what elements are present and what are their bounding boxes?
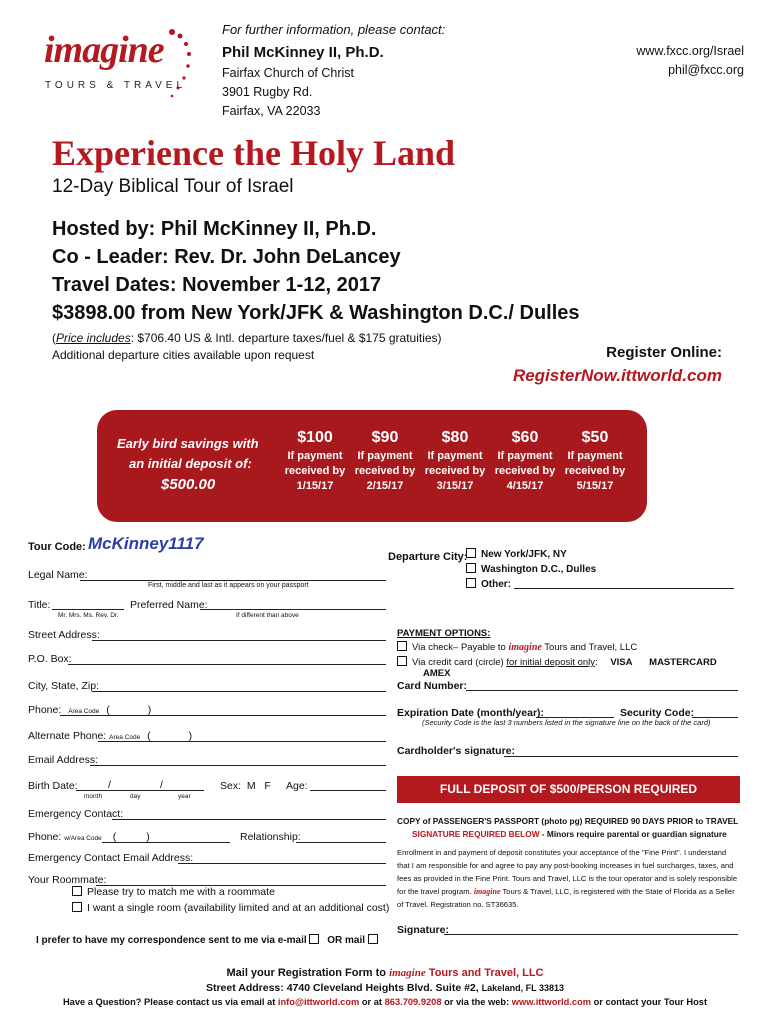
alt-phone-label: Alternate Phone: Area Code ( ) (28, 730, 193, 742)
logo-word: imagine (44, 29, 164, 71)
email-checkbox[interactable] (309, 934, 319, 944)
expiration-label: Expiration Date (month/year): (397, 707, 545, 719)
passport-note: COPY of PASSENGER'S PASSPORT (photo pg) REQUIRED 90 DAYS PRIOR to TRAVEL (397, 816, 739, 826)
contact-email[interactable]: phil@fxcc.org (668, 63, 744, 77)
street-label: Street Address: (28, 629, 100, 641)
tier-amount: $50 (581, 429, 609, 446)
relationship-label: Relationship: (240, 831, 301, 843)
alt-phone-field[interactable] (98, 741, 386, 742)
payment-check[interactable]: Via check– Payable to imagine Tours and Travel, LLC (397, 641, 637, 653)
city-label: City, State, Zip: (28, 680, 99, 692)
tier-text: received by (424, 465, 486, 477)
tier (350, 430, 420, 494)
page-subtitle: 12-Day Biblical Tour of Israel (52, 176, 294, 197)
emergency-email-label: Emergency Contact Email Address: (28, 852, 194, 864)
tier-date: 1/15/17 (296, 480, 334, 492)
hosted-by: Hosted by: Phil McKinney II, Ph.D. (52, 218, 377, 240)
tier-date: 2/15/17 (366, 480, 404, 492)
footer-mail: Mail your Registration Form to imagine Tours and Travel, LLC (226, 967, 544, 979)
additional-cities: Additional departure cities available upon request (52, 348, 315, 362)
checkbox[interactable] (72, 902, 82, 912)
early-bird-line2: an initial deposit of: (129, 456, 252, 471)
contact-address2: Fairfax, VA 22033 (222, 104, 321, 118)
tier (490, 430, 560, 494)
signature-required: SIGNATURE REQUIRED BELOW - Minors require parental or guardian signature (412, 829, 727, 839)
departure-option-other[interactable]: Other: (466, 578, 511, 590)
payment-options-title: PAYMENT OPTIONS: (397, 628, 491, 639)
tier (560, 430, 630, 494)
mastercard-option[interactable]: MASTERCARD (649, 657, 717, 668)
early-bird-box (97, 410, 647, 522)
preferred-name-field[interactable] (200, 609, 386, 610)
roommate-label: Your Roommate: (28, 874, 107, 886)
checkbox[interactable] (397, 656, 407, 666)
pobox-field[interactable] (68, 664, 386, 665)
birth-month-hint: month (84, 793, 103, 800)
company-logo (40, 24, 190, 104)
tier-amount: $100 (297, 429, 333, 446)
departure-label: Departure City: (388, 551, 468, 563)
signature-field[interactable] (444, 934, 738, 935)
legal-name-field[interactable] (80, 580, 386, 581)
city-field[interactable] (92, 691, 386, 692)
register-link[interactable]: RegisterNow.ittworld.com (512, 366, 722, 385)
early-bird-line1: Early bird savings with (117, 436, 259, 451)
mail-checkbox[interactable] (368, 934, 378, 944)
tier-date: 3/15/17 (436, 480, 474, 492)
pobox-label: P.O. Box: (28, 653, 72, 665)
age-field[interactable] (310, 790, 386, 791)
title-field[interactable] (52, 609, 124, 610)
checkbox[interactable] (466, 578, 476, 588)
tier-text: received by (354, 465, 416, 477)
visa-option[interactable]: VISA (610, 657, 633, 668)
imagine-logo-inline: imagine (473, 887, 501, 896)
email-label: Email Address: (28, 754, 99, 766)
footer-phone[interactable]: 863.709.9208 (384, 997, 442, 1007)
footer-address: Street Address: 4740 Cleveland Heights Blvd. Suite #2, Lakeland, FL 33813 (205, 982, 565, 994)
tour-code-value: McKinney1117 (88, 534, 204, 553)
birth-day-hint: day (130, 793, 141, 800)
age-label: Age: (286, 780, 308, 792)
contact-web[interactable]: www.fxcc.org/Israel (636, 44, 744, 58)
tier-text: If payment (427, 450, 483, 462)
birth-slash-2: / (160, 779, 163, 791)
contact-address1: 3901 Rugby Rd. (222, 85, 313, 99)
phone-label: Phone: Area Code ( ) (28, 704, 152, 716)
preferred-name-label: Preferred Name: (130, 599, 208, 611)
co-leader: Co - Leader: Rev. Dr. John DeLancey (52, 246, 401, 268)
deposit-banner: FULL DEPOSIT OF $500/PERSON REQUIRED (397, 776, 740, 803)
tier (280, 430, 350, 494)
birth-label: Birth Date: (28, 780, 78, 792)
birth-field[interactable] (76, 790, 204, 791)
page-title: Experience the Holy Land (52, 133, 455, 173)
logo-subtitle: TOURS & TRAVEL (45, 80, 187, 91)
contact-name: Phil McKinney II, Ph.D. (222, 44, 384, 61)
cardholder-signature-field[interactable] (504, 756, 738, 757)
sex-label: Sex: M F (220, 780, 271, 792)
emergency-field[interactable] (112, 819, 386, 820)
logo-dots (160, 24, 200, 104)
card-number-label: Card Number: (397, 680, 468, 692)
tier-amount: $90 (371, 429, 399, 446)
tier-date: 4/15/17 (506, 480, 544, 492)
birth-year-hint: year (178, 793, 191, 800)
tier-text: If payment (567, 450, 623, 462)
early-bird-tiers (280, 430, 630, 494)
correspondence-pref: I prefer to have my correspondence sent to me via e-mail OR mail (36, 934, 383, 946)
title-label: Title: (28, 599, 51, 611)
early-bird-amount: $500.00 (161, 476, 216, 493)
tier-text: received by (284, 465, 346, 477)
legal-name-hint: First, middle and last as it appears on your passport (148, 582, 309, 589)
imagine-logo-inline: imagine (508, 642, 542, 653)
tier-text: received by (494, 465, 556, 477)
security-note: (Security Code is the last 3 numbers listed in the signature line on the back of the card) (422, 718, 711, 727)
payment-credit[interactable]: Via credit card (circle) for initial deposit only: VISA MASTERCARD AMEX (397, 656, 770, 679)
emergency-phone-field[interactable] (102, 842, 230, 843)
street-field[interactable] (92, 640, 386, 641)
tour-code-label: Tour Code: (28, 541, 86, 553)
tier-text: If payment (287, 450, 343, 462)
tour-price: $3898.00 from New York/JFK & Washington D.C./ Dulles (52, 302, 580, 324)
checkbox[interactable] (466, 548, 476, 558)
roommate-option-single[interactable]: I want a single room (availability limited and at an additional cost) (72, 902, 389, 914)
footer-web-link[interactable]: www.ittworld.com (511, 997, 591, 1007)
legal-name-label: Legal Name: (28, 569, 88, 581)
tier-text: If payment (357, 450, 413, 462)
tier-amount: $80 (441, 429, 469, 446)
emergency-phone-label: Phone: w/Area Code ( ) (28, 831, 150, 843)
price-includes: (Price includes: $706.40 US & Intl. departure taxes/fuel & $175 gratuities) (52, 331, 442, 345)
register-label: Register Online: (606, 344, 722, 361)
contact-org: Fairfax Church of Christ (222, 66, 354, 80)
security-label: Security Code: (620, 707, 695, 719)
departure-option-jfk[interactable]: New York/JFK, NY (466, 548, 567, 560)
checkbox[interactable] (72, 886, 82, 896)
departure-other-field[interactable] (514, 588, 734, 589)
footer-email-link[interactable]: info@ittworld.com (277, 997, 360, 1007)
contact-intro: For further information, please contact: (222, 22, 446, 37)
footer-question: Have a Question? Please contact us via email at info@ittworld.com or at 863.709.9208 or via the web: www.ittworld.com or contact your Tour Host (62, 997, 708, 1007)
birth-slash-1: / (108, 779, 111, 791)
checkbox[interactable] (397, 641, 407, 651)
roommate-option-match[interactable]: Please try to match me with a roommate (72, 886, 275, 898)
signature-label: Signature: (397, 924, 449, 936)
preferred-name-hint: If different than above (236, 612, 299, 619)
phone-field[interactable] (60, 715, 386, 716)
imagine-logo-inline: imagine (389, 967, 426, 979)
tier (420, 430, 490, 494)
checkbox[interactable] (466, 563, 476, 573)
tier-text: received by (564, 465, 626, 477)
emergency-email-field[interactable] (178, 863, 386, 864)
amex-option[interactable]: AMEX (423, 668, 451, 679)
departure-option-dulles[interactable]: Washington D.C., Dulles (466, 563, 596, 575)
emergency-label: Emergency Contact: (28, 808, 124, 820)
tier-text: If payment (497, 450, 553, 462)
tier-amount: $60 (511, 429, 539, 446)
cardholder-label: Cardholder's signature: (397, 745, 516, 757)
relationship-field[interactable] (296, 842, 386, 843)
email-field[interactable] (90, 765, 386, 766)
card-number-field[interactable] (466, 690, 738, 691)
title-hint: Mr. Mrs. Ms. Rev. Dr. (58, 612, 119, 619)
travel-dates: Travel Dates: November 1-12, 2017 (52, 274, 382, 296)
fine-print: Enrollment in and payment of deposit constitutes your acceptance of the "Fine Print". I understand that I am responsible for and agree to pay any post-booking increases in fuel surcharges, taxes, and fees as provided in the Fine Print. Tours and Travel, LLC is the tour operator and is solely responsible for the travel program. imagine Tours & Travel, LLC, is registered with the State of Florida as a Seller of Travel. Registration no. ST36635. (397, 848, 738, 909)
tier-date: 5/15/17 (576, 480, 614, 492)
